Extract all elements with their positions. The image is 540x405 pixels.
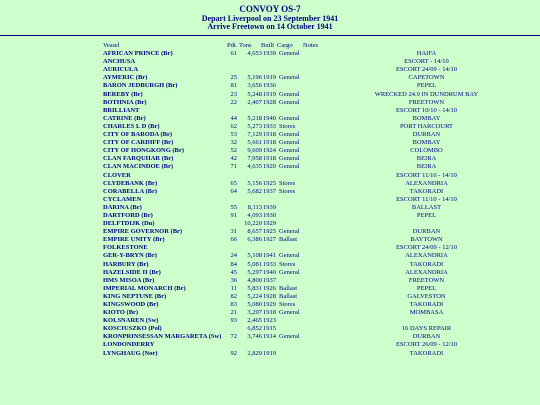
built-cell: 1915 <box>263 325 276 333</box>
notes-cell: PEPEL <box>416 211 437 219</box>
notes-cell: BOMBAY <box>412 114 441 122</box>
tons-cell: 8,113 <box>247 203 262 211</box>
pdt-cell: 55 <box>230 203 237 211</box>
pdt-cell: 72 <box>230 333 237 341</box>
tons-cell: 5,081 <box>247 260 262 268</box>
cargo-cell: Stores <box>279 301 296 308</box>
header-divider <box>0 35 540 36</box>
pdt-cell: 24 <box>230 252 237 260</box>
pdt-cell: 44 <box>230 114 237 122</box>
built-cell: 1918 <box>263 131 276 139</box>
tons-cell: 6,852 <box>247 325 262 333</box>
built-cell: 1936 <box>263 82 276 90</box>
tons-cell: 5,248 <box>247 90 262 98</box>
vessel-cell: LYNGHAUG (Nor) <box>103 349 158 357</box>
table-row <box>103 252 540 260</box>
built-cell: 1914 <box>263 333 276 341</box>
built-cell: 1918 <box>263 309 276 317</box>
vessel-cell: BRILLIANT <box>103 106 140 114</box>
pdt-cell: 36 <box>230 276 237 284</box>
notes-cell: BEIRA <box>416 155 437 163</box>
cargo-cell: General <box>279 90 300 98</box>
tons-cell: 4,635 <box>247 163 262 171</box>
table-row <box>103 66 540 74</box>
notes-cell: ESCORT 24/09 - 14/10 <box>395 66 458 74</box>
tons-cell: 5,196 <box>247 74 262 82</box>
notes-cell: BALLAST <box>411 203 442 211</box>
tons-cell: 5,224 <box>247 292 262 300</box>
built-cell: 1925 <box>263 228 276 236</box>
tons-cell: 4,093 <box>247 211 262 219</box>
vessel-cell: HARBURY (Br) <box>103 260 149 268</box>
vessel-cell: DARINA (Br) <box>103 203 142 211</box>
built-cell: 1918 <box>263 139 276 147</box>
tons-cell: 3,297 <box>247 309 262 317</box>
vessel-cell: DARTFORD (Br) <box>103 211 153 219</box>
column-header-cargo: Cargo <box>277 42 293 49</box>
tons-cell: 3,656 <box>247 82 262 90</box>
pdt-cell: 53 <box>230 131 237 139</box>
table-row <box>103 301 540 309</box>
built-cell: 1919 <box>263 74 276 82</box>
cargo-cell: General <box>279 98 300 106</box>
notes-cell: GALVESTON <box>407 292 446 300</box>
pdt-cell: 23 <box>230 90 237 98</box>
built-cell: 1927 <box>263 236 276 244</box>
pdt-cell: 81 <box>230 82 237 90</box>
vessel-cell: AFRICAN PRINCE (Br) <box>103 50 173 58</box>
notes-cell: CAPETOWN <box>408 74 445 82</box>
vessel-cell: KIOTO (Br) <box>103 309 139 317</box>
built-cell: 1923 <box>263 317 276 325</box>
cargo-cell: General <box>279 309 300 317</box>
table-row <box>103 82 540 90</box>
pdt-cell: 71 <box>230 163 237 171</box>
cargo-cell: Stores <box>279 260 296 268</box>
vessel-cell: CATRINE (Br) <box>103 114 146 122</box>
tons-cell: 4,653 <box>247 50 262 58</box>
built-cell: 1940 <box>263 268 276 276</box>
notes-cell: ALEXANDRIA <box>405 252 448 260</box>
column-header-built: Built <box>261 42 275 49</box>
pdt-cell: 22 <box>230 98 237 106</box>
column-header-vessel: Vessel <box>103 42 120 49</box>
built-cell: 1920 <box>263 163 276 171</box>
notes-cell: BOMBAY <box>412 139 441 147</box>
tons-cell: 5,661 <box>247 139 262 147</box>
cargo-cell: General <box>279 163 300 171</box>
tons-cell: 5,080 <box>247 301 262 308</box>
arrival-line: Arrive Freetown on 14 October 1941 <box>207 22 333 31</box>
vessel-cell: CLAN MACINDOE (Br) <box>103 163 174 171</box>
built-cell: 1929 <box>263 220 276 228</box>
notes-cell: TAKORADI <box>409 260 444 268</box>
convoy-title: CONVOY OS-7 <box>239 4 301 14</box>
table-row <box>103 58 540 66</box>
vessel-cell: ANCHUSA <box>103 58 136 66</box>
pdt-cell: 31 <box>230 228 237 236</box>
vessel-cell: HAZELSIDE II (Br) <box>103 268 161 276</box>
tons-cell: 2,465 <box>247 317 262 325</box>
notes-cell: ESCORT 11/10 - 14/10 <box>396 195 457 203</box>
table-row <box>103 277 540 285</box>
table-row <box>103 115 540 123</box>
vessel-cell: KOLSNAREN (Sw) <box>103 317 159 325</box>
table-body <box>103 50 540 358</box>
pdt-cell: 64 <box>230 187 237 195</box>
vessel-cell: CLAN FARQUHAR (Br) <box>103 155 174 163</box>
pdt-cell: 65 <box>230 179 237 187</box>
built-cell: 1941 <box>263 252 276 260</box>
tons-cell: 5,682 <box>247 187 262 195</box>
departure-line: Depart Liverpool on 23 September 1941 <box>201 14 339 23</box>
built-cell: 1924 <box>263 147 276 155</box>
pdt-cell: 82 <box>230 292 237 300</box>
notes-cell: TAKORADI <box>409 349 444 357</box>
table-row <box>103 293 540 301</box>
table-row <box>103 350 540 358</box>
notes-cell: FREETOWN <box>408 276 445 284</box>
notes-cell: DURBAN <box>412 333 441 341</box>
table-row <box>103 285 540 293</box>
notes-cell: ESCORT 24/09 - 12/10 <box>395 244 458 252</box>
table-header-row <box>103 42 540 50</box>
table-row <box>103 155 540 163</box>
table-row <box>103 74 540 82</box>
notes-cell: ESCORT - 14/10 <box>404 58 449 66</box>
vessel-cell: EMPIRE GOVERNOR (Br) <box>103 228 183 236</box>
cargo-cell: General <box>279 228 300 236</box>
table-row <box>103 163 540 171</box>
cargo-cell: General <box>279 114 300 122</box>
vessel-cell: CITY OF CARDIFF (Br) <box>103 139 174 147</box>
notes-cell: DURBAN <box>412 228 441 236</box>
table-row <box>103 147 540 155</box>
built-cell: 1939 <box>263 203 276 211</box>
vessel-cell: BOTHNIA (Br) <box>103 98 147 106</box>
table-row <box>103 333 540 341</box>
vessel-cell: EMPIRE UNITY (Br) <box>103 236 165 244</box>
cargo-cell: General <box>279 131 300 139</box>
pdt-cell: 62 <box>230 122 237 130</box>
built-cell: 1937 <box>263 187 276 195</box>
cargo-cell: General <box>279 155 300 163</box>
cargo-cell: General <box>279 147 300 155</box>
pdt-cell: 25 <box>230 74 237 82</box>
vessel-cell: IMPERIAL MONARCH (Br) <box>103 284 186 292</box>
pdt-cell: 66 <box>230 236 237 244</box>
vessel-cell: CLOVER <box>103 171 131 179</box>
built-cell: 1928 <box>263 292 276 300</box>
notes-cell: PORT HARCOURT <box>399 122 454 130</box>
table-row <box>103 269 540 277</box>
table-row <box>103 196 540 204</box>
pdt-cell: 45 <box>230 268 237 276</box>
table-row <box>103 131 540 139</box>
cargo-cell: Stores <box>279 122 296 130</box>
tons-cell: 2,829 <box>247 349 262 357</box>
notes-cell: 16 DAYS REPAIR <box>401 325 452 333</box>
pdt-cell: 32 <box>230 139 237 147</box>
cargo-cell: General <box>279 74 300 82</box>
vessel-cell: CHARLES L D (Br) <box>103 122 160 130</box>
cargo-cell: Ballast <box>279 284 298 292</box>
vessel-cell: CITY OF HONGKONG (Br) <box>103 147 184 155</box>
notes-cell: COLOMBO <box>410 147 443 155</box>
notes-cell: MOMBASA <box>409 309 444 317</box>
table-row <box>103 317 540 325</box>
vessel-cell: BEREBY (Br) <box>103 90 143 98</box>
pdt-cell: 11 <box>230 284 237 292</box>
pdt-cell: 21 <box>230 309 237 317</box>
notes-cell: BEIRA <box>416 163 437 171</box>
tons-cell: 3,746 <box>247 333 262 341</box>
table-row <box>103 309 540 317</box>
tons-cell: 5,273 <box>247 122 262 130</box>
tons-cell: 5,108 <box>247 252 262 260</box>
table-row <box>103 123 540 131</box>
vessel-cell: KRONPRINSESSAN MARGARETA (Sw) <box>103 333 222 341</box>
column-header-notes: Notes <box>303 42 319 49</box>
tons-cell: 8,657 <box>247 228 262 236</box>
built-cell: 1939 <box>263 50 276 58</box>
notes-cell: DURBAN <box>412 131 441 139</box>
vessel-cell: BARON JEDBURGH (Br) <box>103 82 178 90</box>
vessel-cell: KINGSWOOD (Br) <box>103 301 159 308</box>
notes-cell: ESCORT 11/10 - 14/10 <box>396 171 457 179</box>
table-row <box>103 325 540 333</box>
pdt-cell: 83 <box>230 301 237 308</box>
notes-cell: TAKORADI <box>409 301 444 308</box>
table-row <box>103 99 540 107</box>
convoy-table <box>103 42 540 358</box>
cargo-cell: General <box>279 50 300 58</box>
vessel-cell: AYMERIC (Br) <box>103 74 148 82</box>
table-row <box>103 220 540 228</box>
notes-cell: PEPEL <box>416 82 437 90</box>
cargo-cell: General <box>279 252 300 260</box>
cargo-cell: General <box>279 268 300 276</box>
vessel-cell: GER-Y-BRYN (Br) <box>103 252 157 260</box>
table-row <box>103 212 540 220</box>
notes-cell: WRECKED 24.9 IN DUNDRUM BAY <box>374 90 479 98</box>
table-row <box>103 261 540 269</box>
built-cell: 1925 <box>263 179 276 187</box>
vessel-cell: CYCLAMEN <box>103 195 142 203</box>
table-row <box>103 139 540 147</box>
table-row <box>103 91 540 99</box>
pdt-cell: 61 <box>230 50 237 58</box>
pdt-cell: 93 <box>230 317 237 325</box>
vessel-cell: HMS MISOA (Br) <box>103 276 155 284</box>
vessel-cell: FOLKESTONE <box>103 244 148 252</box>
table-row <box>103 236 540 244</box>
tons-cell: 7,958 <box>247 155 262 163</box>
tons-cell: 5,297 <box>247 268 262 276</box>
notes-cell: ESCORT 26/09 - 12/10 <box>395 341 458 349</box>
vessel-cell: KOSCIUSZKO (Pol) <box>103 325 162 333</box>
notes-cell: HAIFA <box>416 50 437 58</box>
tons-cell: 4,800 <box>247 276 262 284</box>
notes-cell: PEPEL <box>416 284 437 292</box>
vessel-cell: CITY OF BARODA (Br) <box>103 131 173 139</box>
built-cell: 1933 <box>263 260 276 268</box>
cargo-cell: General <box>279 333 300 341</box>
pdt-cell: 42 <box>230 155 237 163</box>
table-row <box>103 172 540 180</box>
tons-cell: 9,609 <box>247 147 262 155</box>
table-row <box>103 50 540 58</box>
built-cell: 1929 <box>263 301 276 308</box>
vessel-cell: LONDONDERRY <box>103 341 155 349</box>
built-cell: 1933 <box>263 122 276 130</box>
column-header-tons: Tons <box>239 42 252 49</box>
notes-cell: ESCORT 10/10 - 14/10 <box>395 106 458 114</box>
vessel-cell: CORABELLA (Br) <box>103 187 157 195</box>
table-row <box>103 341 540 349</box>
built-cell: 1940 <box>263 114 276 122</box>
pdt-cell: 84 <box>230 260 237 268</box>
notes-cell: BAYTOWN <box>410 236 443 244</box>
notes-cell: ALEXANDRIA <box>405 268 448 276</box>
vessel-cell: KING NEPTUNE (Br) <box>103 292 167 300</box>
tons-cell: 5,831 <box>247 284 262 292</box>
table-row <box>103 188 540 196</box>
built-cell: 1937 <box>263 276 276 284</box>
vessel-cell: DELFTDIJK (Du) <box>103 220 155 228</box>
vessel-cell: AURICULA <box>103 66 139 74</box>
pdt-cell: 92 <box>230 349 237 357</box>
tons-cell: 6,386 <box>247 236 262 244</box>
tons-cell: 5,218 <box>247 114 262 122</box>
table-row <box>103 180 540 188</box>
built-cell: 1930 <box>263 211 276 219</box>
built-cell: 1928 <box>263 98 276 106</box>
table-row <box>103 244 540 252</box>
built-cell: 1919 <box>263 90 276 98</box>
column-header-pdt: Pdt. <box>227 42 238 49</box>
tons-cell: 5,156 <box>247 179 262 187</box>
notes-cell: ALEXANDRIA <box>405 179 448 187</box>
tons-cell: 2,407 <box>247 98 262 106</box>
notes-cell: FREETOWN <box>408 98 445 106</box>
built-cell: 1918 <box>263 155 276 163</box>
pdt-cell: 52 <box>230 147 237 155</box>
vessel-cell: CLYDEBANK (Br) <box>103 179 158 187</box>
built-cell: 1926 <box>263 284 276 292</box>
tons-cell: 7,129 <box>247 131 262 139</box>
built-cell: 1919 <box>263 349 276 357</box>
table-row <box>103 204 540 212</box>
table-row <box>103 228 540 236</box>
notes-cell: TAKORADI <box>409 187 444 195</box>
table-row <box>103 107 540 115</box>
pdt-cell: 91 <box>230 211 237 219</box>
cargo-cell: Stores <box>279 179 296 187</box>
cargo-cell: Ballast <box>279 236 298 244</box>
cargo-cell: Ballast <box>279 292 298 300</box>
cargo-cell: Stores <box>279 187 296 195</box>
tons-cell: 10,220 <box>244 220 262 228</box>
cargo-cell: General <box>279 139 300 147</box>
